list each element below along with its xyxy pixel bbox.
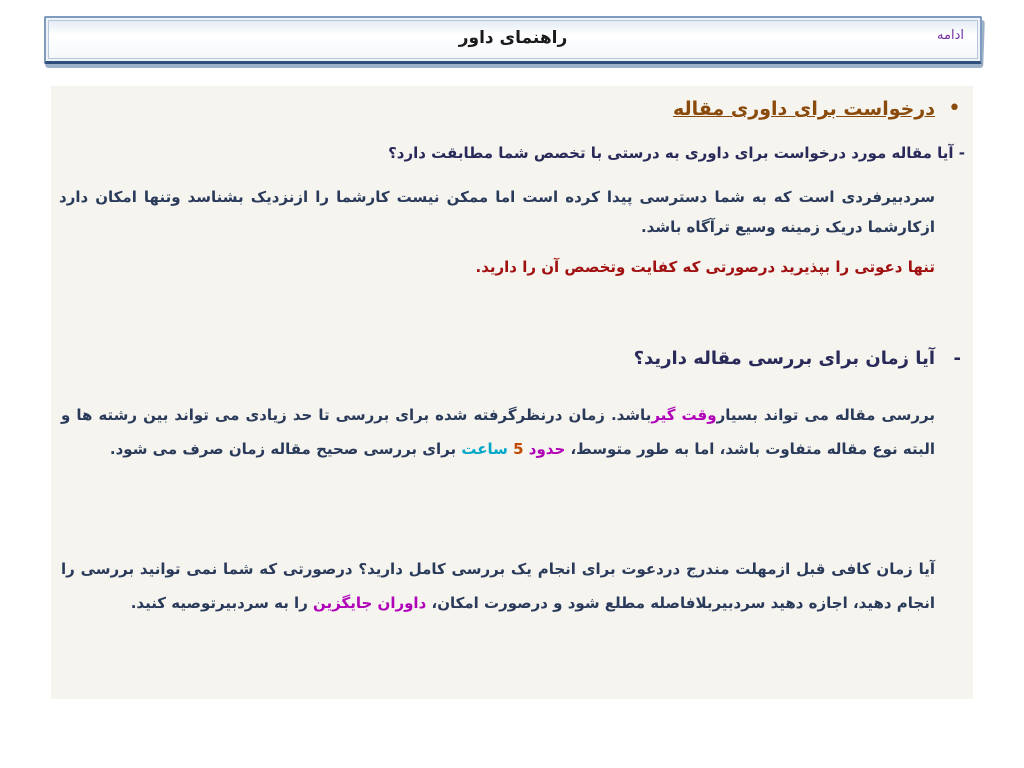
bullet-icon: • bbox=[948, 96, 961, 121]
highlight-alternate-reviewers: داوران جایگزین bbox=[313, 594, 427, 612]
highlight-about: حدود bbox=[523, 440, 566, 458]
text-run: آیا زمان کافی قبل ازمهلت مندرج دردعوت برای انجام یک بررسی کامل دارید؟ درصورتی که شما نمی توانید بررسی را انجام دهید، اجازه دهید سردبیربلافاصله مطلع شود و درصورت امکان، bbox=[61, 560, 935, 612]
highlight-time-consuming: وقت گیر bbox=[651, 406, 717, 424]
page-title: راهنمای داور bbox=[458, 28, 568, 48]
review-time-paragraph bbox=[61, 398, 935, 466]
editor-paragraph: سردبیرفردی است که به شما دسترسی پیدا کرده است اما ممکن نیست کارشما را ازنزدیک بشناسد وتنها امکان دارد ازکارشما دریک زمینه وسیع ترآگاه باشد. bbox=[59, 188, 935, 236]
text-run: باشد. زمان درنظرگرفته شده برای بررسی تا حد زیادی می تواند بین رشته ها و البته نوع مقاله متفاوت باشد، اما به طور متوسط، bbox=[61, 406, 935, 458]
title-banner bbox=[44, 16, 982, 64]
question-expertise: - آیا مقاله مورد درخواست برای داوری به درستی با تخصص شما مطابقت دارد؟ bbox=[388, 144, 965, 162]
deadline-paragraph bbox=[61, 552, 935, 620]
question-time: آیا زمان برای بررسی مقاله دارید؟ bbox=[633, 348, 935, 369]
text-run: برای بررسی صحیح مقاله زمان صرف می شود. bbox=[109, 440, 462, 458]
content-panel bbox=[51, 86, 973, 699]
warning-text: تنها دعوتی را بپذیرید درصورتی که کفایت وتخصص آن را دارید. bbox=[475, 258, 935, 276]
dash-marker: - bbox=[953, 348, 961, 369]
highlight-hours: ساعت bbox=[461, 440, 514, 458]
section-heading: درخواست برای داوری مقاله bbox=[673, 98, 935, 120]
highlight-number: 5 bbox=[513, 440, 524, 458]
text-run: بررسی مقاله می تواند بسیار bbox=[716, 406, 935, 424]
text-run: را به سردبیرتوصیه کنید. bbox=[130, 594, 314, 612]
continue-label[interactable]: ادامه bbox=[937, 28, 964, 43]
